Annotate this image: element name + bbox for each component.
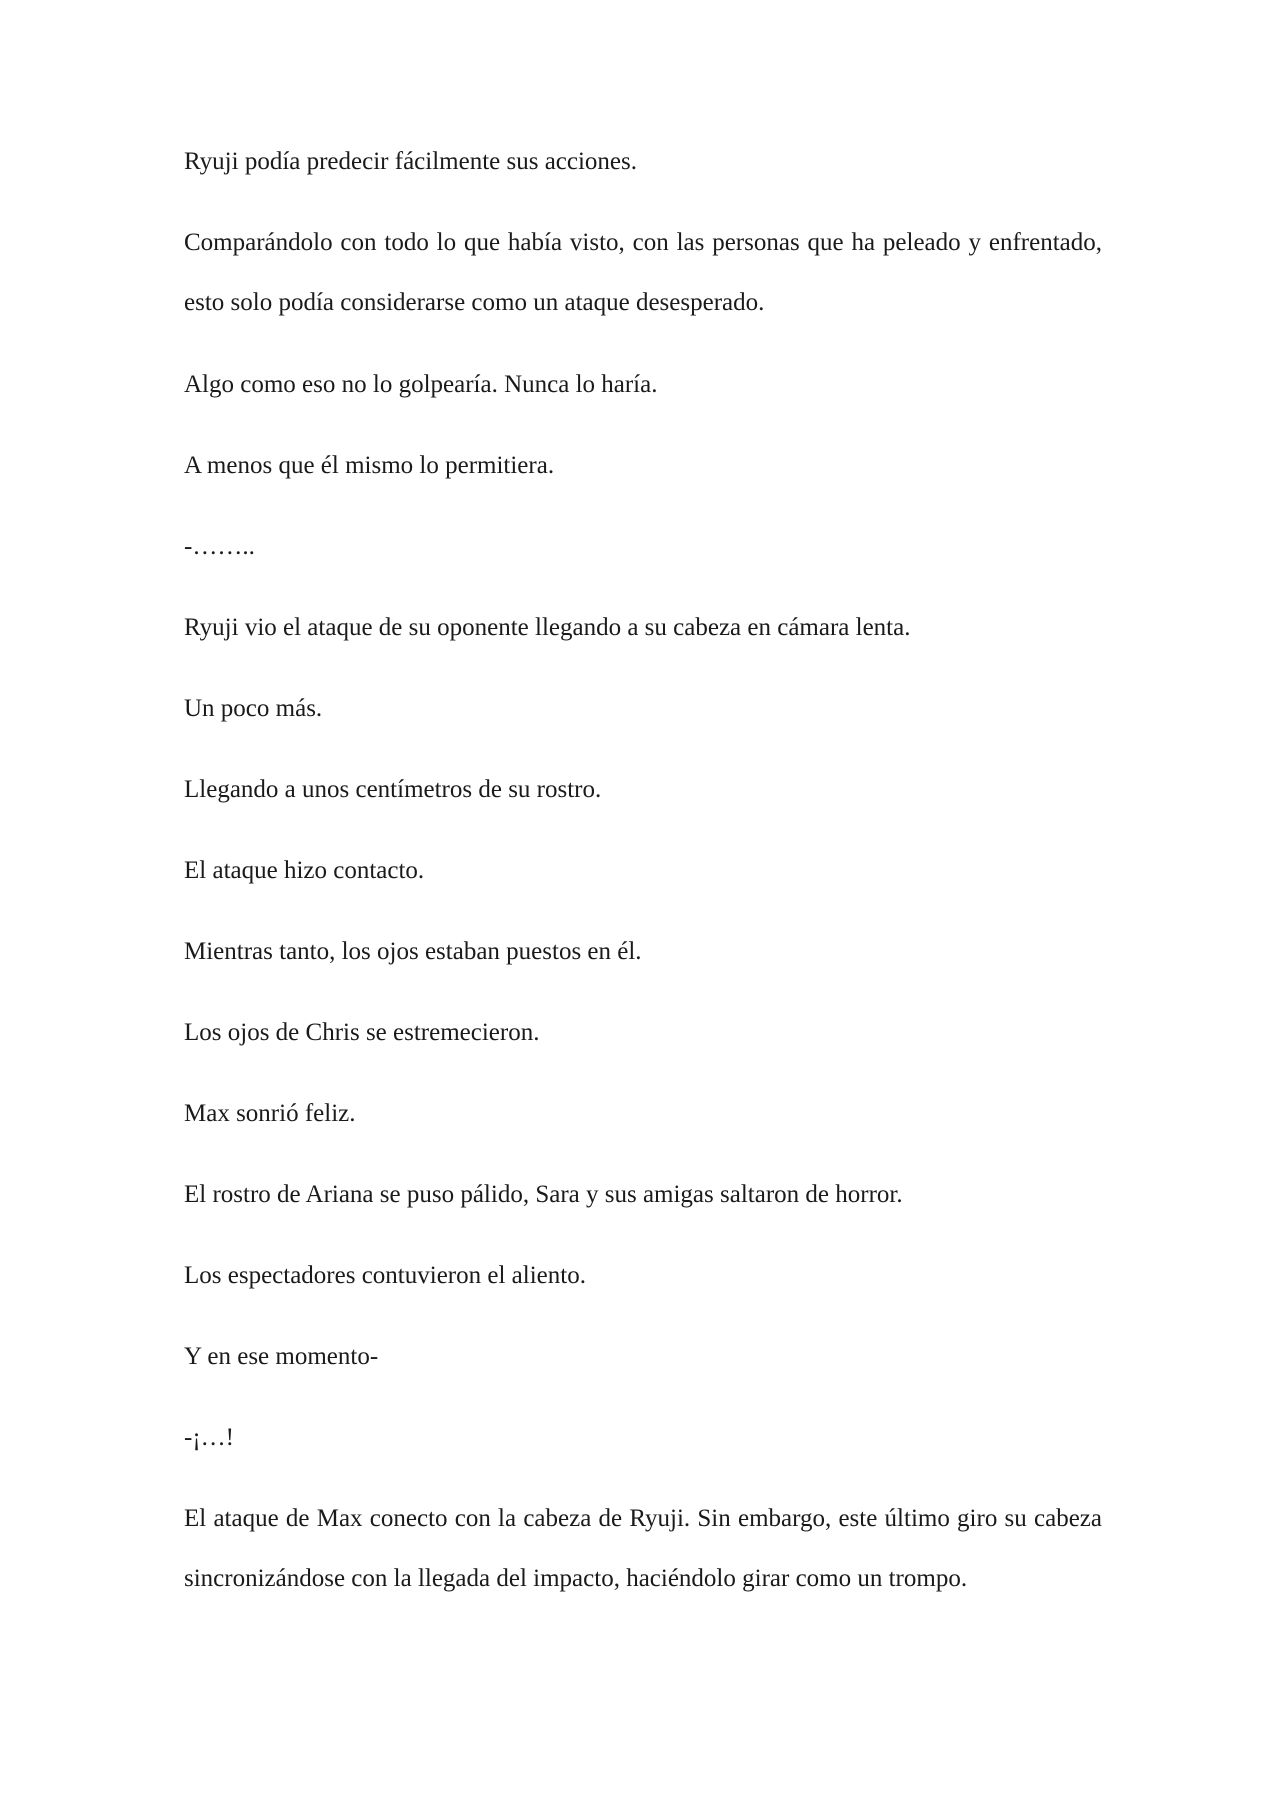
document-body: [184, 146, 1102, 1645]
paragraph: Los ojos de Chris se estremecieron.: [184, 1019, 540, 1046]
paragraph: Ryuji podía predecir fácilmente sus acciones.: [184, 148, 638, 175]
paragraph: A menos que él mismo lo permitiera.: [184, 452, 555, 479]
paragraph: -……..: [184, 533, 255, 560]
paragraph: Algo como eso no lo golpearía. Nunca lo haría.: [184, 371, 658, 398]
paragraph: Y en ese momento-: [184, 1343, 379, 1370]
paragraph: -¡…!: [184, 1424, 234, 1451]
paragraph: Max sonrió feliz.: [184, 1100, 356, 1127]
paragraph: Mientras tanto, los ojos estaban puestos en él.: [184, 938, 642, 965]
paragraph: El rostro de Ariana se puso pálido, Sara y sus amigas saltaron de horror.: [184, 1181, 903, 1208]
paragraph: Un poco más.: [184, 695, 323, 722]
paragraph: El ataque de Max conecto con la cabeza de Ryuji. Sin embargo, este último giro su cabeza sincronizándose con la llegada del impacto, haciéndolo girar como un trompo.: [184, 1505, 1102, 1592]
paragraph: El ataque hizo contacto.: [184, 857, 425, 884]
paragraph: Los espectadores contuvieron el aliento.: [184, 1262, 586, 1289]
paragraph: Comparándolo con todo lo que había visto, con las personas que ha peleado y enfrentado, esto solo podía considerarse como un ataque desesperado.: [184, 229, 1102, 316]
paragraph: Ryuji vio el ataque de su oponente llegando a su cabeza en cámara lenta.: [184, 614, 911, 641]
paragraph: Llegando a unos centímetros de su rostro.: [184, 776, 602, 803]
